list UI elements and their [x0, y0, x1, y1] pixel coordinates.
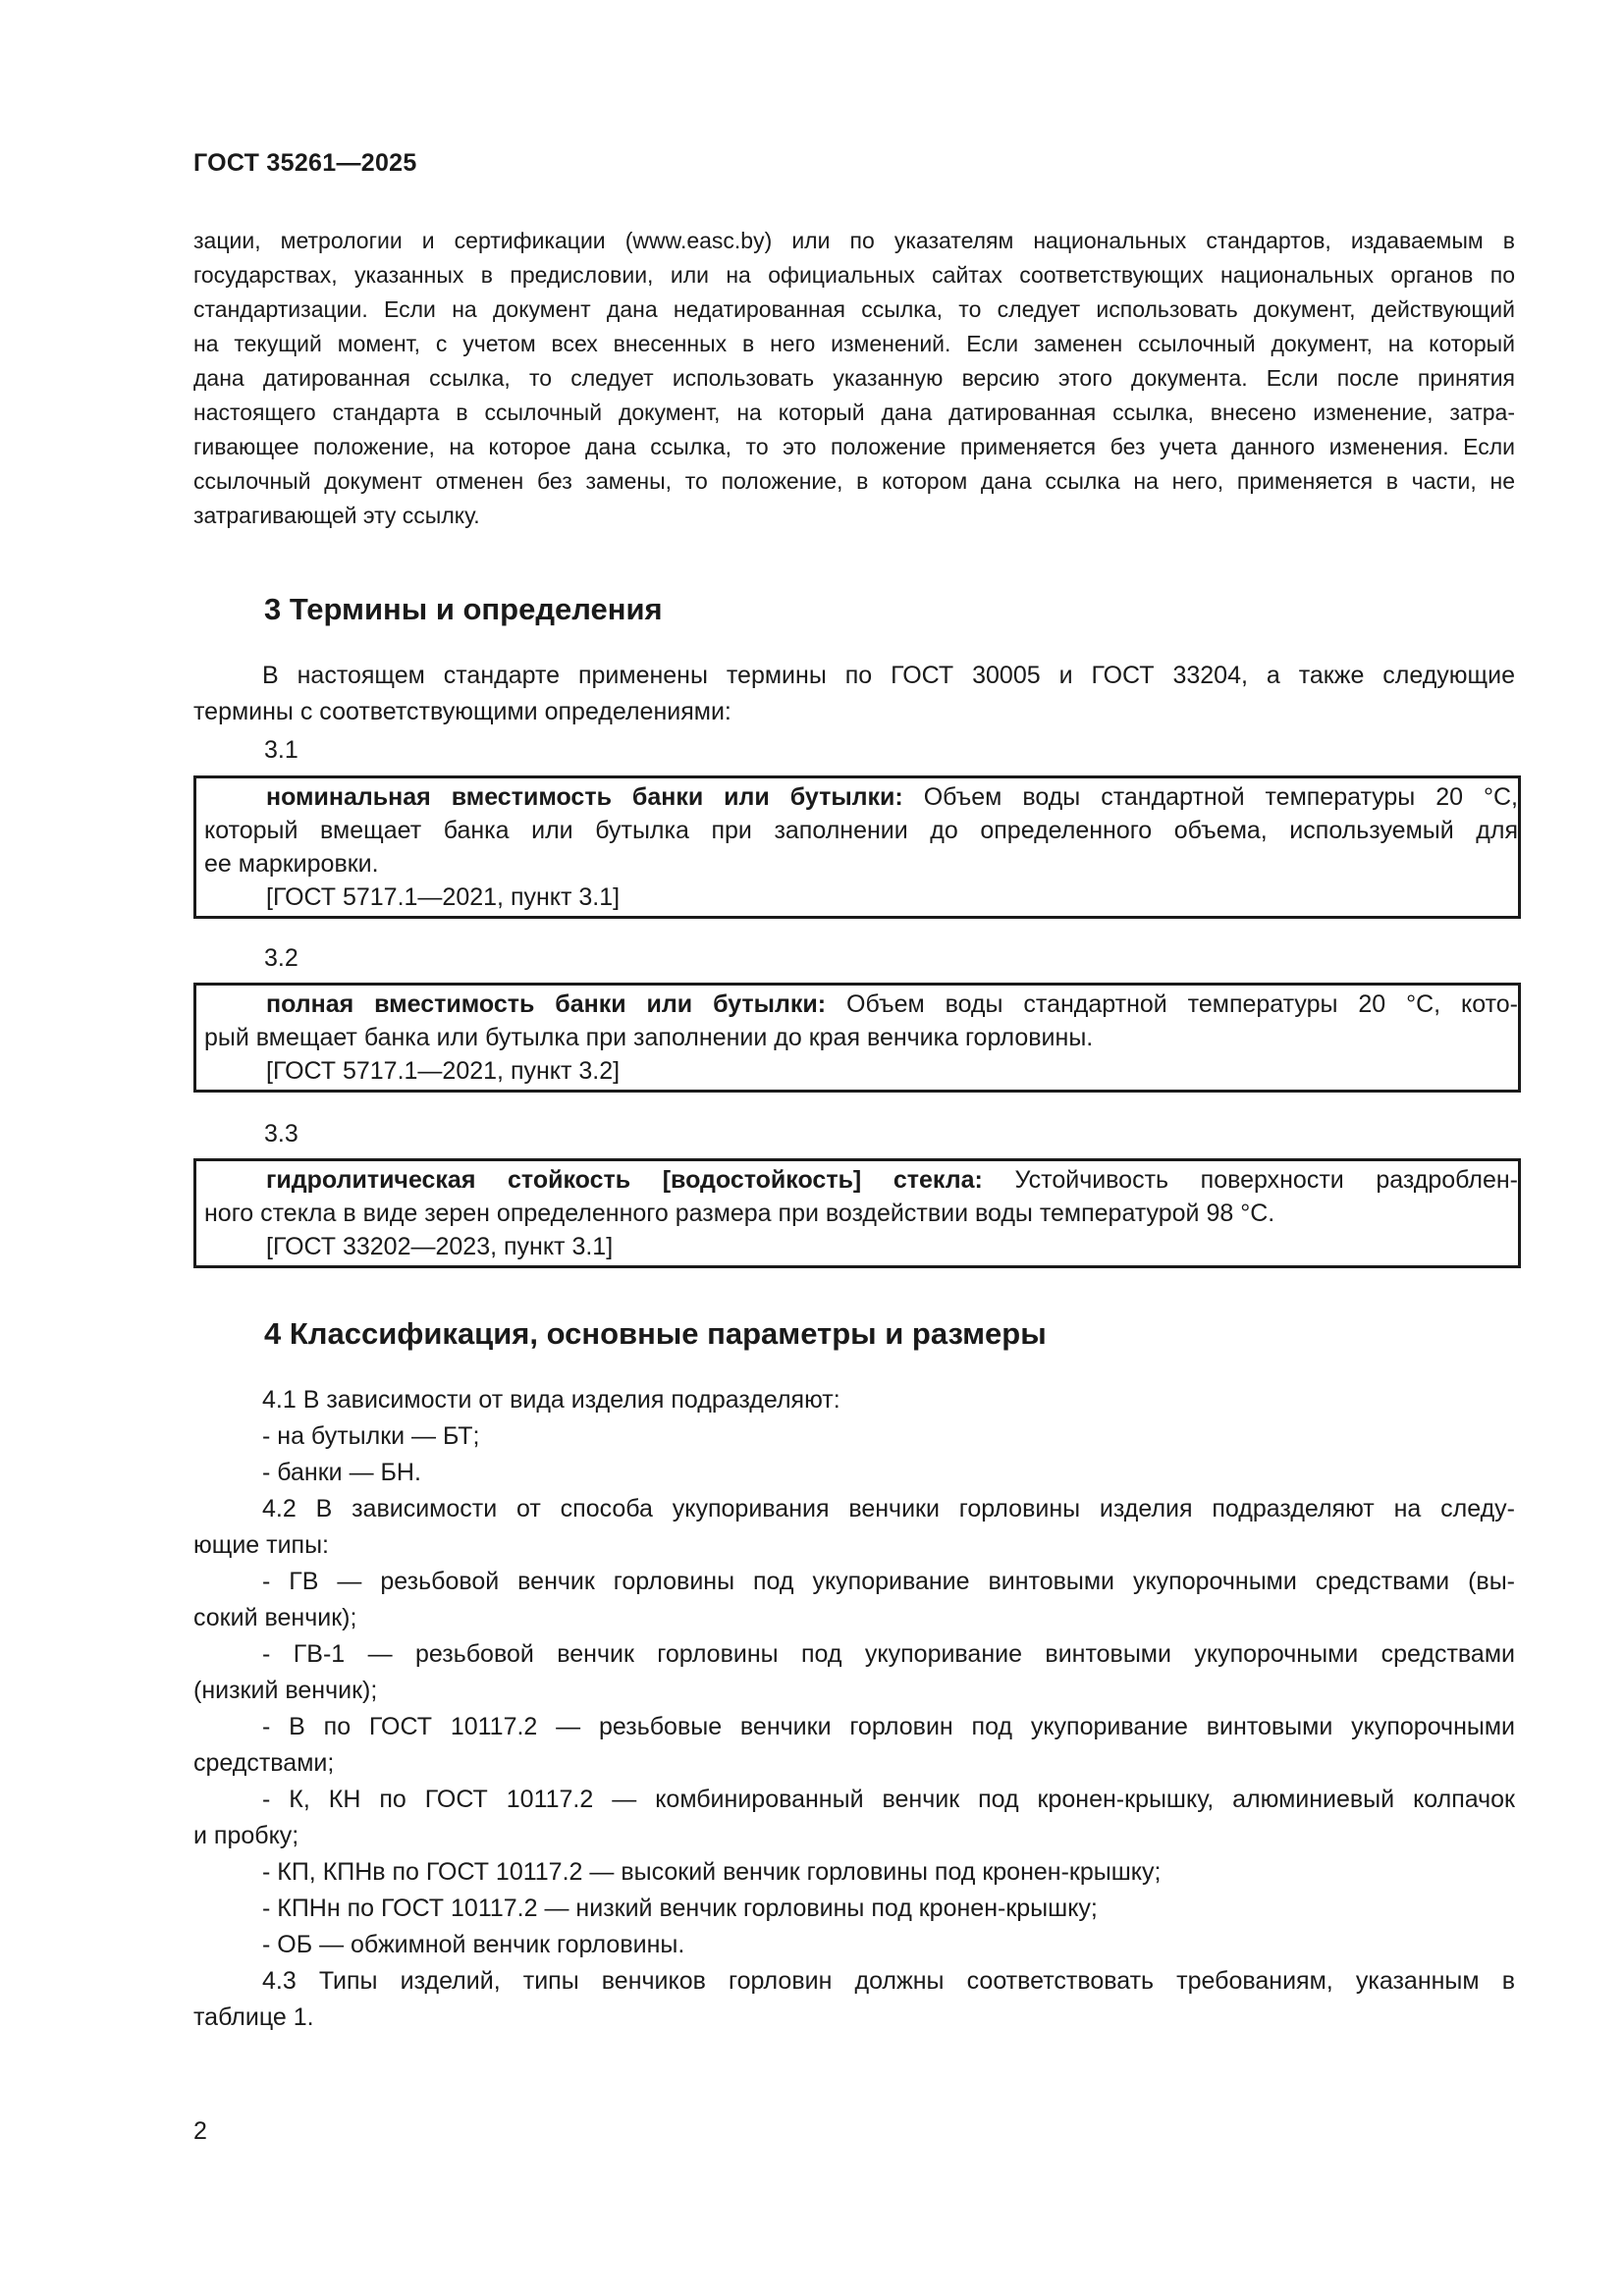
- term-line: [204, 1163, 1518, 1197]
- list-item: - ГВ — резьбовой венчик горловины под укупоривание винтовыми укупорочными средствами (вы-: [262, 1568, 1515, 1595]
- term-box-3-1: [193, 775, 1521, 919]
- intro-line: ссылочный документ отменен без замены, то положение, в котором дана ссылка на него, применяется в части, не: [193, 468, 1515, 494]
- section-3-intro-line: термины с соответствующими определениями:: [193, 698, 731, 725]
- term-definition: Объем воды стандартной температуры 20 °С, кото-: [826, 990, 1518, 1018]
- intro-line: на текущий момент, с учетом всех внесенных в него изменений. Если заменен ссылочный документ, на который: [193, 331, 1515, 356]
- document-header: ГОСТ 35261—2025: [193, 149, 417, 177]
- page-number: 2: [193, 2117, 207, 2145]
- term-line: [204, 780, 1518, 814]
- intro-line: государствах, указанных в предисловии, или на официальных сайтах соответствующих национальных органов по: [193, 262, 1515, 288]
- section-4-heading: 4 Классификация, основные параметры и размеры: [264, 1316, 1047, 1351]
- list-item-continuation: сокий венчик);: [193, 1604, 357, 1631]
- term-definition-line: который вмещает банка или бутылка при заполнении до определенного объема, используемый для: [204, 817, 1518, 844]
- term-box-3-3: [193, 1158, 1521, 1268]
- list-item-continuation: (низкий венчик);: [193, 1677, 378, 1704]
- intro-line: затрагивающей эту ссылку.: [193, 503, 480, 528]
- list-item-continuation: средствами;: [193, 1749, 335, 1777]
- intro-line: зации, метрологии и сертификации (www.easc.by) или по указателям национальных стандартов, издаваемым в: [193, 228, 1515, 253]
- section-4-line: таблице 1.: [193, 2003, 314, 2031]
- list-item: - ГВ-1 — резьбовой венчик горловины под укупоривание винтовыми укупорочными средствами: [262, 1640, 1515, 1668]
- term-definition-line: рый вмещает банка или бутылка при заполнении до края венчика горловины.: [204, 1024, 1094, 1051]
- intro-line: дана датированная ссылка, то следует использовать указанную версию этого документа. Если после принятия: [193, 365, 1515, 391]
- term-source: [ГОСТ 5717.1—2021, пункт 3.2]: [266, 1057, 621, 1085]
- term-line: [204, 988, 1518, 1021]
- term-source: [ГОСТ 33202—2023, пункт 3.1]: [266, 1233, 614, 1260]
- section-3-heading: 3 Термины и определения: [264, 592, 663, 626]
- list-item: - КПНн по ГОСТ 10117.2 — низкий венчик горловины под кронен-крышку;: [262, 1895, 1098, 1922]
- term-name: полная вместимость банки или бутылки:: [266, 990, 827, 1018]
- section-4-line: 4.2 В зависимости от способа укупоривания венчики горловины изделия подразделяют на следу-: [262, 1495, 1515, 1522]
- list-item: - банки — БН.: [262, 1459, 421, 1486]
- section-4-line: 4.3 Типы изделий, типы венчиков горловин должны соответствовать требованиям, указанным в: [262, 1967, 1515, 1995]
- term-source: [ГОСТ 5717.1—2021, пункт 3.1]: [266, 883, 621, 911]
- list-item: - на бутылки — БТ;: [262, 1422, 480, 1450]
- term-definition: Устойчивость поверхности раздроблен-: [982, 1166, 1518, 1194]
- section-4-body: [193, 1382, 1515, 2036]
- section-4-line: 4.1 В зависимости от вида изделия подразделяют:: [262, 1386, 840, 1414]
- section-3-intro-line: В настоящем стандарте применены термины по ГОСТ 30005 и ГОСТ 33204, а также следующие: [262, 662, 1515, 689]
- term-name: гидролитическая стойкость [водостойкость] стекла:: [266, 1166, 983, 1194]
- intro-paragraph: [193, 224, 1515, 533]
- intro-line: настоящего стандарта в ссылочный документ, на который дана датированная ссылка, внесено изменение, затра-: [193, 400, 1515, 425]
- term-definition-line: ее маркировки.: [204, 850, 379, 878]
- term-definition-line: ного стекла в виде зерен определенного размера при воздействии воды температурой 98 °С.: [204, 1200, 1275, 1227]
- term-number: 3.3: [264, 1120, 298, 1148]
- list-item: - ОБ — обжимной венчик горловины.: [262, 1931, 685, 1958]
- section-4-line: ющие типы:: [193, 1531, 330, 1559]
- section-3-intro: [193, 658, 1515, 730]
- term-number: 3.1: [264, 736, 298, 764]
- term-number: 3.2: [264, 944, 298, 972]
- term-name: номинальная вместимость банки или бутылки:: [266, 783, 903, 811]
- intro-line: гивающее положение, на которое дана ссылка, то это положение применяется без учета данного изменения. Если: [193, 434, 1515, 459]
- list-item: - К, КН по ГОСТ 10117.2 — комбинированный венчик под кронен-крышку, алюминиевый колпачок: [262, 1786, 1515, 1813]
- term-box-3-2: [193, 983, 1521, 1093]
- list-item-continuation: и пробку;: [193, 1822, 299, 1849]
- list-item: - КП, КПНв по ГОСТ 10117.2 — высокий венчик горловины под кронен-крышку;: [262, 1858, 1162, 1886]
- term-definition: Объем воды стандартной температуры 20 °С,: [902, 783, 1518, 811]
- list-item: - В по ГОСТ 10117.2 — резьбовые венчики горловин под укупоривание винтовыми укупорочными: [262, 1713, 1515, 1740]
- intro-line: стандартизации. Если на документ дана недатированная ссылка, то следует использовать документ, действующий: [193, 296, 1515, 322]
